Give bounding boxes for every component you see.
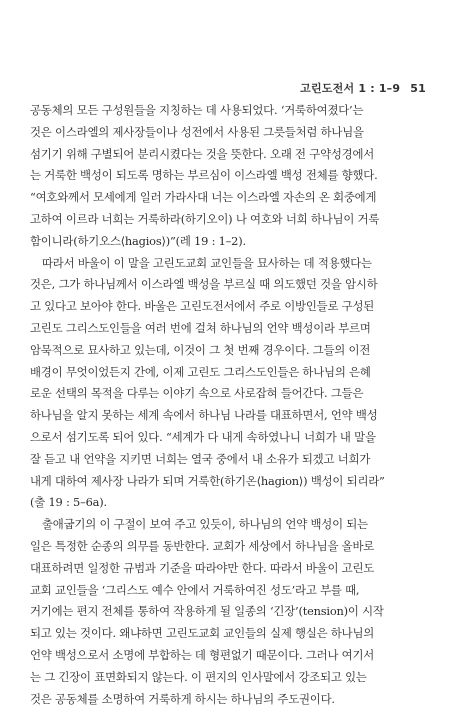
text-line: 으로서 섬기도록 되어 있다. “세계가 다 내게 속하였나니 너희가 내 말을 xyxy=(30,429,376,444)
text-line: 고린도 그리스도인들을 여러 번에 걸쳐 하나님의 언약 백성이라 부르며 xyxy=(30,320,371,335)
text-line: 고 있다고 보아야 한다. 바울은 고린도전서에서 주로 이방인들로 구성된 xyxy=(30,299,375,314)
paragraph-3 xyxy=(30,514,412,710)
text-line: “여호와께서 모세에게 일러 가라사대 너는 이스라엘 자손의 온 회중에게 xyxy=(30,190,377,205)
running-header xyxy=(300,80,426,96)
text-line: 로운 선택의 목적을 다루는 이야기 속으로 사로잡혀 들어간다. 그들은 xyxy=(30,386,364,401)
text-line: 섬기기 위해 구별되어 분리시켰다는 것을 뜻한다. 오래 전 구약성경에서 xyxy=(30,146,375,161)
text-line: (출 19 : 5–6a). xyxy=(30,495,107,510)
text-line: 배경이 무엇이었든지 간에, 이제 고린도 그리스도인들은 하나님의 은혜 xyxy=(30,364,371,379)
text-line: 공동체의 모든 구성원들을 지칭하는 데 사용되었다. ‘거룩하여졌다’는 xyxy=(30,103,364,117)
text-line: 대표하려면 일정한 규범과 기준을 따라야만 한다. 따라서 바울이 고린도 xyxy=(30,560,375,575)
text-line: 언약 백성으로서 소명에 부합하는 데 형편없기 때문이다. 그러나 여기서 xyxy=(30,647,375,662)
paragraph-1 xyxy=(30,100,412,253)
paragraph-2 xyxy=(30,253,412,515)
text-line: 는 거룩한 백성이 되도록 명하는 부르심이 이스라엘 백성 전체를 향했다. xyxy=(30,168,378,183)
body-text xyxy=(30,100,412,710)
text-line: 일은 특정한 순종의 의무를 동반한다. 교회가 세상에서 하나님을 올바로 xyxy=(30,538,375,553)
text-line: 거기에는 편지 전체를 통하여 작용하게 될 일종의 ‘긴장’(tension)이 시작 xyxy=(30,604,384,619)
text-line: 함이니라(하기오스⟨hagios⟩)”(레 19 : 1–2). xyxy=(30,233,246,248)
text-line: 내게 대하여 제사장 나라가 되며 거룩한(하기온⟨hagion⟩) 백성이 되리라” xyxy=(30,473,385,488)
text-line: 되고 있는 것이다. 왜냐하면 고린도교회 교인들의 실제 행실은 하나님의 xyxy=(30,626,375,641)
text-line: 것은, 그가 하나님께서 이스라엘 백성을 부르실 때 의도했던 것을 암시하 xyxy=(30,277,378,292)
text-line: 것은 공동체를 소명하여 거룩하게 하시는 하나님의 주도권이다. xyxy=(30,691,335,706)
text-line: 고하여 이르라 너희는 거룩하라(하기오이) 나 여호와 너희 하나님이 거룩 xyxy=(30,211,380,226)
chapter-reference: 고린도전서 1 : 1–9 xyxy=(300,82,401,95)
text-line: 암묵적으로 묘사하고 있는데, 이것이 그 첫 번째 경우이다. 그들의 이전 xyxy=(30,342,371,357)
text-line: 잘 듣고 내 언약을 지키면 너희는 열국 중에서 내 소유가 되겠고 너희가 xyxy=(30,451,371,466)
text-line: 따라서 바울이 이 말을 고린도교회 교인들을 묘사하는 데 적용했다는 xyxy=(42,255,372,270)
text-line: 는 그 긴장이 표면화되지 않는다. 이 편지의 인사말에서 강조되고 있는 xyxy=(30,669,367,684)
text-line: 것은 이스라엘의 제사장들이나 성전에서 사용된 그릇들처럼 하나님을 xyxy=(30,124,364,139)
page-number: 51 xyxy=(410,82,426,95)
text-line: 하나님을 알지 못하는 세계 속에서 하나님 나라를 대표하면서, 언약 백성 xyxy=(30,408,378,423)
text-line: 출애굽기의 이 구절이 보여 주고 있듯이, 하나님의 언약 백성이 되는 xyxy=(42,517,368,532)
text-line: 교회 교인들을 ‘그리스도 예수 안에서 거룩하여진 성도’라고 부를 때, xyxy=(30,582,360,597)
